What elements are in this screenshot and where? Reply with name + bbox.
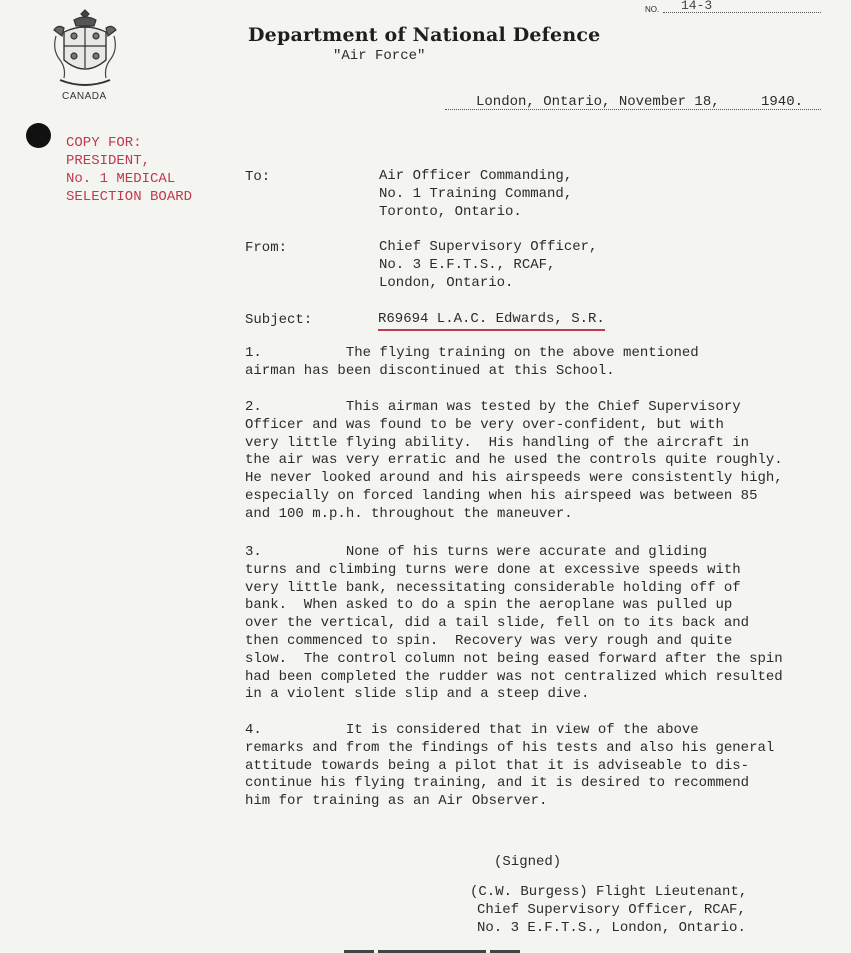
from-address-line: No. 3 E.F.T.S., RCAF, [379, 257, 556, 273]
paragraph-line: Officer and was found to be very over-confident, but with [245, 416, 724, 433]
royal-coat-of-arms-emblem [50, 6, 120, 92]
paragraph-line: over the vertical, did a tail slide, fell on to its back and [245, 615, 750, 632]
canada-label: CANADA [62, 91, 107, 102]
paragraph-line: him for training as an Air Observer. [245, 793, 548, 810]
paragraph-line: He never looked around and his airspeeds were consistently high, [245, 470, 783, 487]
paragraph-3 [245, 544, 820, 704]
paragraph-line: remarks and from the findings of his tests and also his general [245, 739, 775, 756]
subject-text: R69694 L.A.C. Edwards, S.R. [378, 311, 605, 331]
to-address-line: Toronto, Ontario. [379, 204, 522, 220]
to-address [379, 167, 572, 221]
to-address-line: Air Officer Commanding, [379, 168, 573, 184]
paragraph-line: in a violent slide slip and a steep dive. [245, 686, 590, 703]
copy-for-block [66, 134, 192, 206]
signature-line: Chief Supervisory Officer, RCAF, [477, 902, 746, 918]
paragraph-line: airman has been discontinued at this School. [245, 362, 615, 379]
paragraph-line: bank. When asked to do a spin the aeroplane was pulled up [245, 597, 733, 614]
paragraph-line: had been completed the rudder was not centralized which resulted [245, 668, 783, 685]
file-number: 14-3 [681, 0, 713, 13]
paragraph-line: the air was very erratic and he used the controls quite roughly. [245, 452, 783, 469]
to-label: To: [245, 169, 271, 185]
paragraph-line: continue his flying training, and it is desired to recommend [245, 775, 750, 792]
paragraph-line: 4. It is considered that in view of the above [245, 722, 699, 738]
copy-for-line: PRESIDENT, [66, 153, 151, 169]
paragraph-line: slow. The control column not being eased forward after the spin [245, 650, 783, 667]
copy-for-line: SELECTION BOARD [66, 189, 193, 205]
subject-label: Subject: [245, 312, 313, 328]
signature-line: No. 3 E.F.T.S., London, Ontario. [477, 920, 746, 936]
paragraph-line: turns and climbing turns were done at excessive speeds with [245, 561, 741, 578]
paragraph-line: 3. None of his turns were accurate and gliding [245, 544, 708, 560]
signature-line: (C.W. Burgess) Flight Lieutenant, [470, 884, 748, 900]
paragraph-line: then commenced to spin. Recovery was very rough and quite [245, 632, 733, 649]
signature-block [470, 883, 747, 937]
signed-note: (Signed) [494, 854, 562, 870]
from-address [379, 238, 597, 292]
paragraph-2 [245, 399, 820, 524]
service-subtitle: "Air Force" [333, 48, 426, 64]
file-number-label: NO. [645, 5, 660, 14]
paragraph-line: attitude towards being a pilot that it is adviseable to dis- [245, 757, 750, 774]
paragraph-line: and 100 m.p.h. throughout the maneuver. [245, 505, 573, 522]
paragraph-1 [245, 345, 820, 381]
paragraph-line: very little bank, necessitating considerable holding off of [245, 579, 741, 596]
copy-for-line: No. 1 MEDICAL [66, 171, 176, 187]
place-date: London, Ontario, November 18, [476, 94, 720, 110]
to-address-line: No. 1 Training Command, [379, 186, 573, 202]
paragraph-line: 1. The flying training on the above mentioned [245, 345, 699, 361]
paragraph-4 [245, 722, 820, 811]
paragraph-line: very little flying ability. His handling of the aircraft in [245, 434, 750, 451]
copy-for-line: COPY FOR: [66, 135, 142, 151]
date-year: 1940. [761, 94, 804, 110]
department-title: Department of National Defence [248, 24, 601, 46]
from-address-line: London, Ontario. [379, 275, 514, 291]
from-label: From: [245, 240, 288, 256]
paragraph-line: 2. This airman was tested by the Chief Supervisory [245, 399, 741, 415]
punch-hole [26, 123, 51, 148]
from-address-line: Chief Supervisory Officer, [379, 239, 598, 255]
paragraph-line: especially on forced landing when his airspeed was between 85 [245, 487, 758, 504]
